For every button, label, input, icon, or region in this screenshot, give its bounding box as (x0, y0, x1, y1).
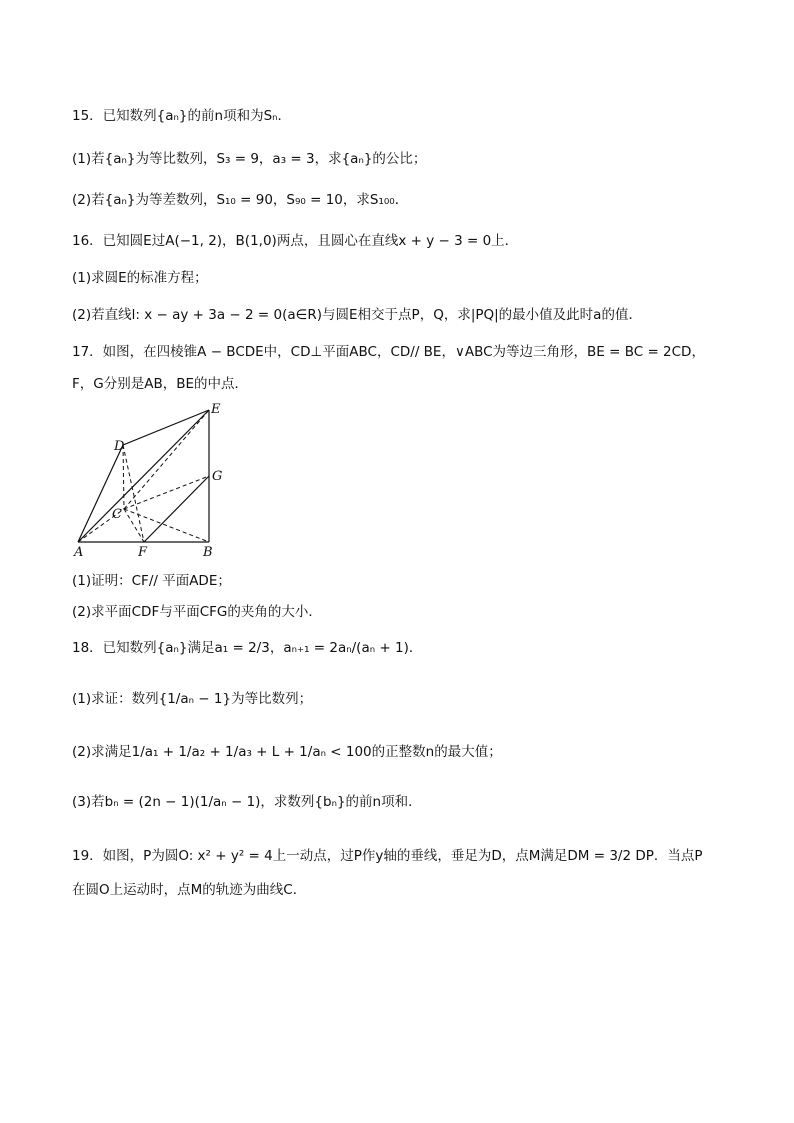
q18-part1: (1)求证：数列{1/aₙ − 1}为等比数列； (72, 691, 313, 707)
q19-line1: 19．如图，P为圆O: x² + y² = 4上一动点，过P作y轴的垂线，垂足为D，点M满足DM = 3/2 DP．当点P (72, 848, 703, 864)
q16-part2: (2)若直线l: x − ay + 3a − 2 = 0(a∈R)与圆E相交于点P，Q，求|PQ|的最小值及此时a的值． (72, 307, 642, 323)
q18-part2: (2)求满足1/a₁ + 1/a₂ + 1/a₃ + L + 1/aₙ < 100的正整数n的最大值； (72, 744, 502, 760)
q16-intro: 16．已知圆E过A(−1, 2)，B(1,0)两点，且圆心在直线x + y − 3 = 0上． (72, 233, 519, 249)
q17-intro-line1: 17．如图，在四棱锥A − BCDE中，CD⊥平面ABC，CD// BE，∨ABC为等边三角形，BE = BC = 2CD， (72, 344, 705, 360)
label-A: A (74, 545, 84, 560)
q17-part2: (2)求平面CDF与平面CFG的夹角的大小． (72, 604, 322, 620)
q15-part1: (1)若{aₙ}为等比数列，S₃ = 9，a₃ = 3，求{aₙ}的公比； (72, 151, 427, 167)
q18-intro: 18．已知数列{aₙ}满足a₁ = 2/3，aₙ₊₁ = 2aₙ/(aₙ + 1)． (72, 640, 423, 656)
label-C: C (112, 507, 122, 522)
q17-part1: (1)证明：CF// 平面ADE； (72, 573, 231, 589)
q15-intro: 15．已知数列{aₙ}的前n项和为Sₙ． (72, 108, 292, 124)
label-E: E (211, 402, 221, 417)
label-G: G (212, 469, 223, 484)
q19-line2: 在圆O上运动时，点M的轨迹为曲线C． (72, 882, 307, 898)
q15-part2: (2)若{aₙ}为等差数列，S₁₀ = 90，S₉₀ = 10，求S₁₀₀． (72, 192, 409, 208)
label-D: D (114, 439, 125, 454)
label-B: B (203, 545, 213, 560)
q18-part3: (3)若bₙ = (2n − 1)(1/aₙ − 1)，求数列{bₙ}的前n项和． (72, 794, 422, 810)
label-F: F (138, 545, 148, 560)
q16-part1: (1)求圆E的标准方程； (72, 270, 208, 286)
pyramid-figure (70, 400, 230, 562)
q17-intro-line2: F，G分别是AB，BE的中点． (72, 376, 249, 392)
